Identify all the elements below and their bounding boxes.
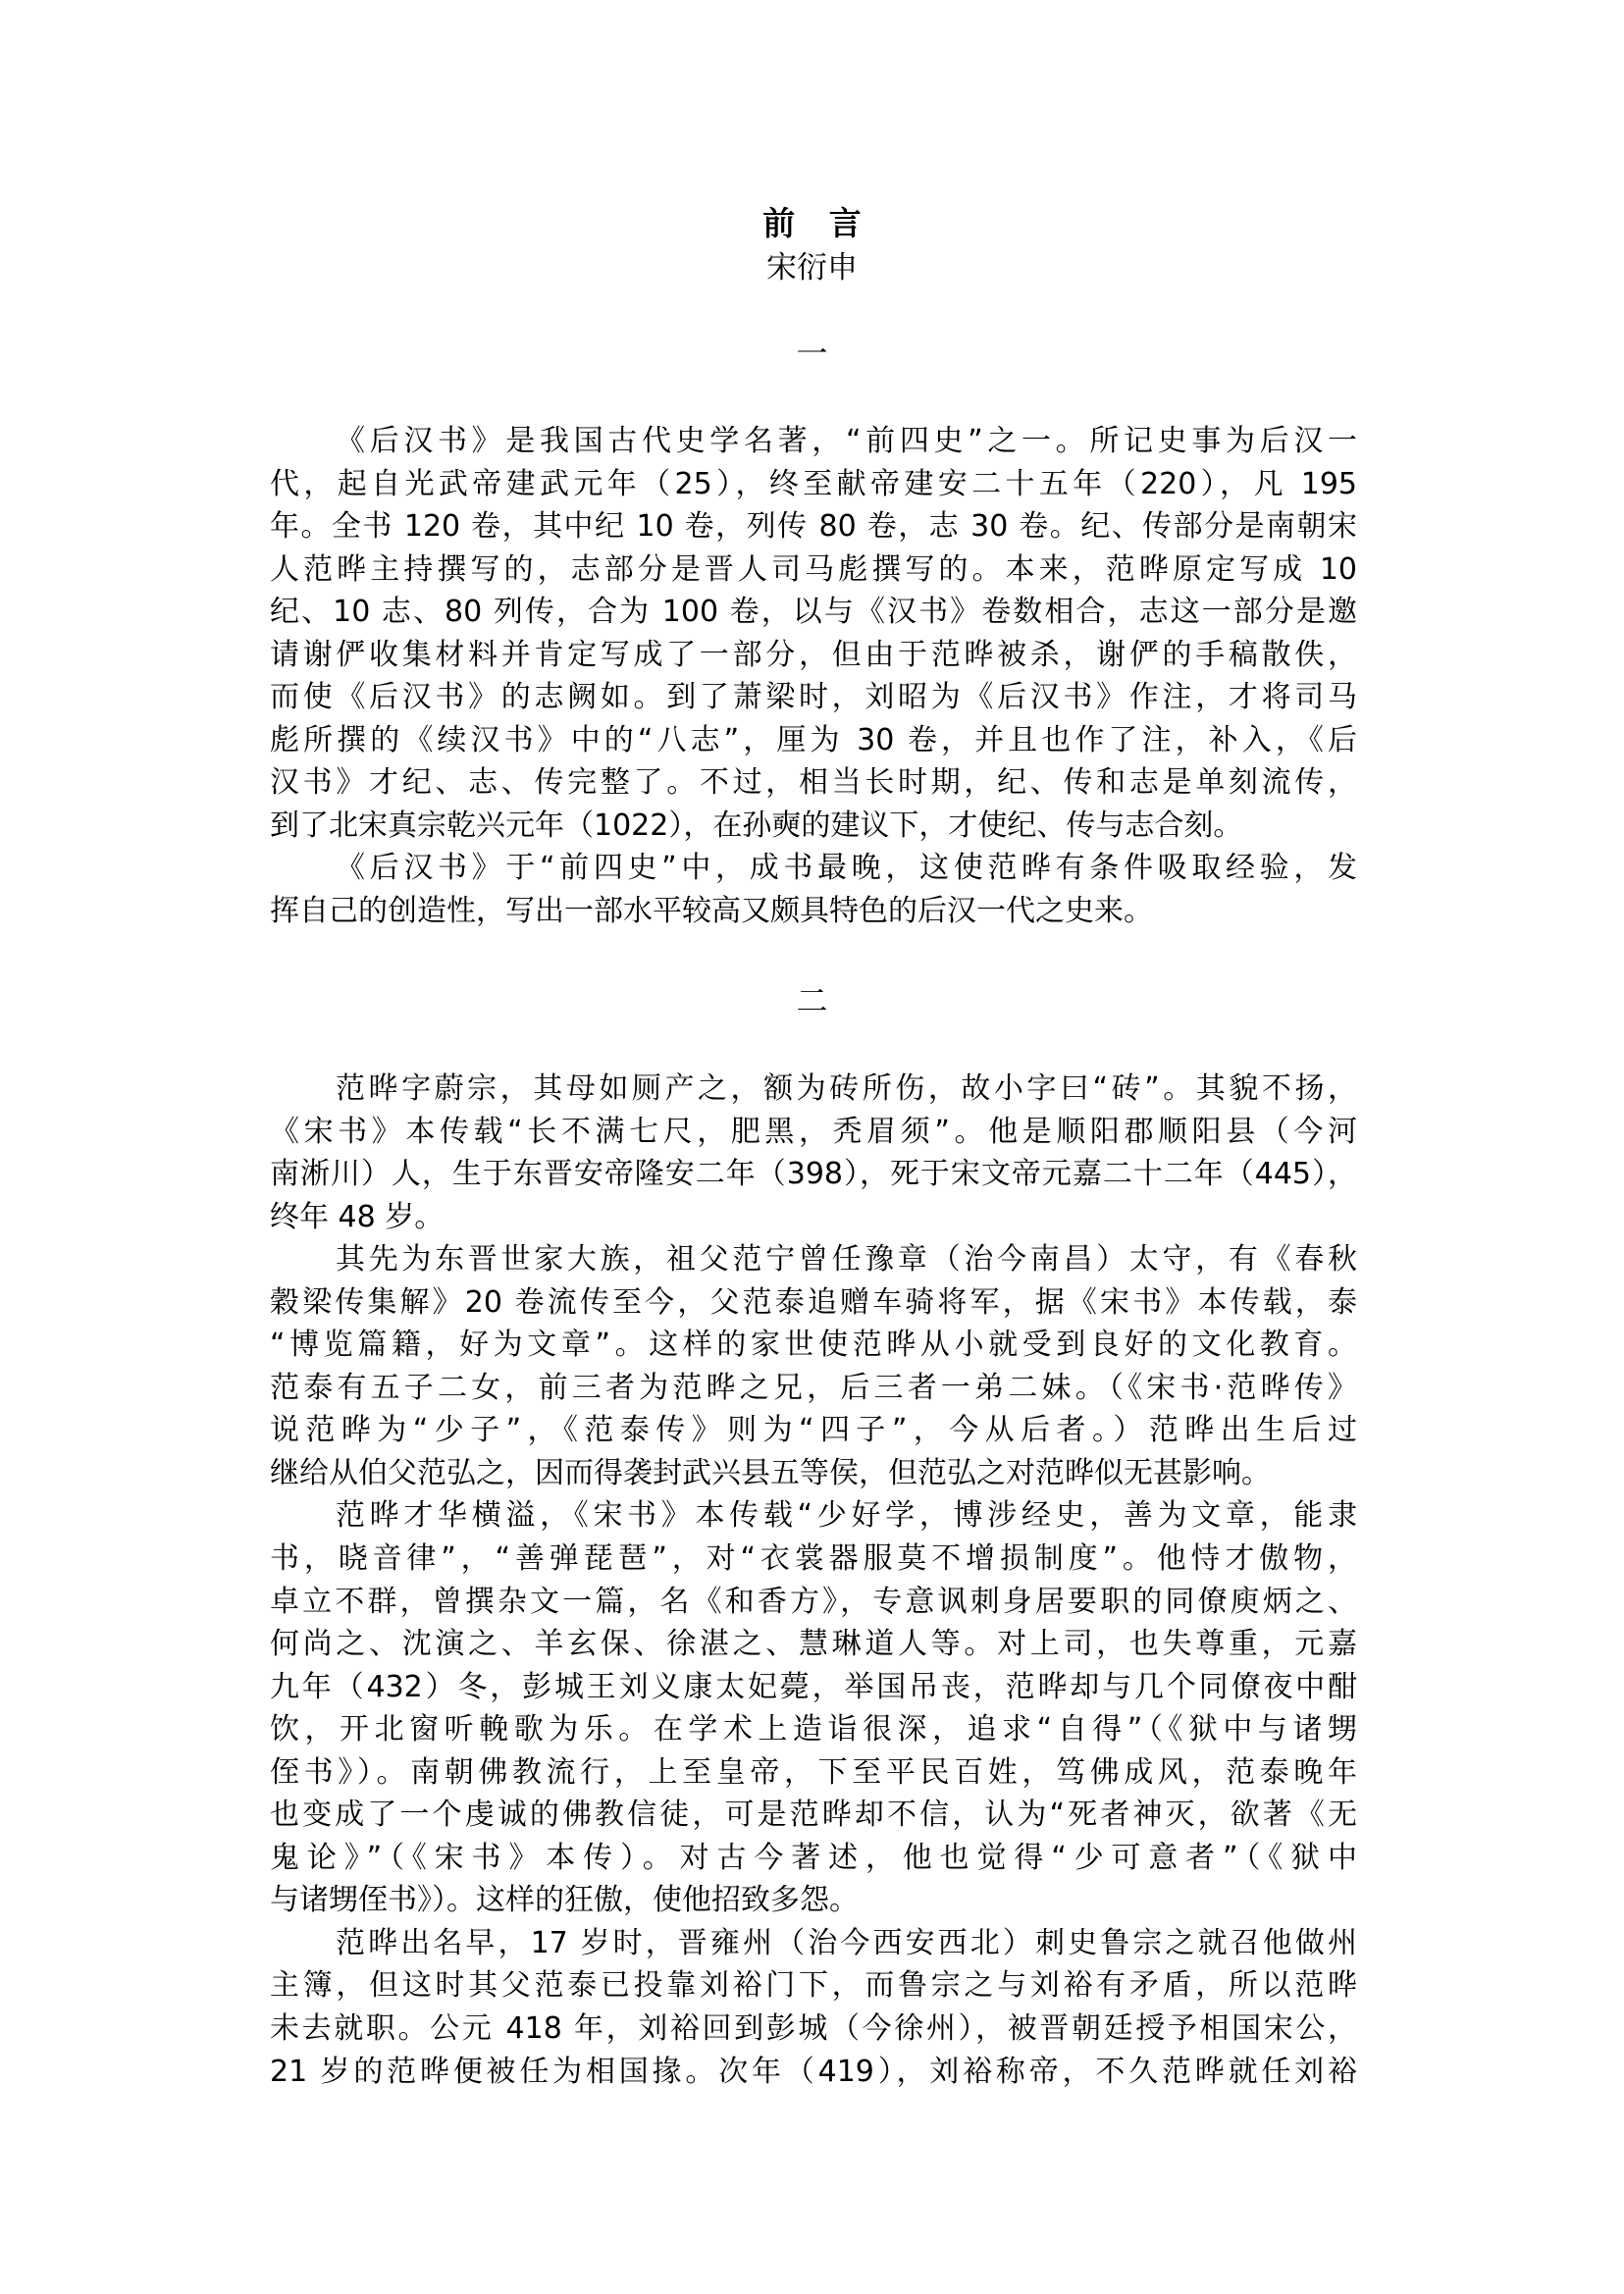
text-line: “博览篇籍，好为文章”。这样的家世使范晔从小就受到良好的文化教育。	[270, 1328, 1357, 1363]
text-line: 卓立不群，曾撰杂文一篇，名《和香方》，专意讽刺身居要职的同僚庾炳之、	[270, 1584, 1357, 1619]
section-body-2	[270, 1068, 1357, 2093]
text-line: 纪、10 志、80 列传，合为 100 卷，以与《汉书》卷数相合，志这一部分是邀	[270, 595, 1357, 630]
text-line: 人范晔主持撰写的，志部分是晋人司马彪撰写的。本来，范晔原定写成 10	[270, 551, 1357, 587]
text-line: 穀梁传集解》20 卷流传至今，父范泰追赠车骑将军，据《宋书》本传载，泰	[270, 1284, 1357, 1320]
paragraph	[270, 1922, 1357, 2093]
text-line: 侄书》）。南朝佛教流行，上至皇帝，下至平民百姓，笃佛成风，范泰晚年	[270, 1754, 1357, 1790]
text-line: 汉书》才纪、志、传完整了。不过，相当长时期，纪、传和志是单刻流传，	[270, 765, 1357, 801]
paragraph	[270, 1494, 1357, 1921]
paragraph	[270, 1238, 1357, 1494]
text-line: 何尚之、沈演之、羊玄保、徐湛之、慧琳道人等。对上司，也失尊重，元嘉	[270, 1627, 1357, 1662]
text-line: 鬼论》”（《宋书》本传）。对古今著述，他也觉得“少可意者”（《狱中	[270, 1840, 1357, 1875]
text-line: 21 岁的范晔便被任为相国掾。次年（419），刘裕称帝，不久范晔就任刘裕	[270, 2054, 1357, 2089]
text-line: 到了北宋真宗乾兴元年（1022），在孙奭的建议下，才使纪、传与志合刻。	[270, 808, 1243, 843]
text-line: 继给从伯父范弘之，因而得袭封武兴县五等侯，但范弘之对范晔似无甚影响。	[270, 1455, 1271, 1490]
text-line: 南淅川）人，生于东晋安帝隆安二年（398），死于宋文帝元嘉二十二年（445），	[270, 1157, 1357, 1192]
author-name: 宋衍申	[766, 250, 858, 286]
text-line: 范晔字蔚宗，其母如厕产之，额为砖所伤，故小字曰“砖”。其貌不扬，	[336, 1071, 1357, 1106]
paragraph	[270, 1068, 1357, 1238]
text-line: 范晔出名早，17 岁时，晋雍州（治今西安西北）刺史鲁宗之就召他做州	[336, 1925, 1357, 1960]
text-line: 彪所撰的《续汉书》中的“八志”，厘为 30 卷，并且也作了注，补入，《后	[270, 722, 1357, 757]
text-line: 挥自己的创造性，写出一部水平较高又颇具特色的后汉一代之史来。	[270, 894, 1153, 929]
text-line: 与诸甥侄书》）。这样的狂傲，使他招致多怨。	[270, 1883, 859, 1918]
section-heading-1: 一	[796, 335, 828, 372]
text-line: 范泰有五子二女，前三者为范晔之兄，后三者一弟二妹。（《宋书·范晔传》	[270, 1370, 1357, 1405]
paragraph	[270, 847, 1357, 932]
text-line: 而使《后汉书》的志阙如。到了萧梁时，刘昭为《后汉书》作注，才将司马	[270, 680, 1357, 715]
text-line: 书，晓音律”，“善弹琵琶”，对“衣裳器服莫不增损制度”。他恃才傲物，	[270, 1541, 1357, 1577]
text-line: 《后汉书》于“前四史”中，成书最晚，这使范晔有条件吸取经验，发	[336, 851, 1357, 886]
text-line: 《宋书》本传载“长不满七尺，肥黑，秃眉须”。他是顺阳郡顺阳县（今河	[270, 1114, 1357, 1149]
page-title: 前 言	[762, 204, 862, 242]
text-line: 未去就职。公元 418 年，刘裕回到彭城（今徐州），被晋朝廷授予相国宋公，	[270, 2011, 1357, 2047]
text-line: 《后汉书》是我国古代史学名著，“前四史”之一。所记史事为后汉一	[336, 424, 1357, 458]
text-line: 范晔才华横溢，《宋书》本传载“少好学，博涉经史，善为文章，能隶	[336, 1498, 1357, 1534]
text-line: 请谢俨收集材料并肯定写成了一部分，但由于范晔被杀，谢俨的手稿散佚，	[270, 637, 1357, 672]
text-line: 终年 48 岁。	[270, 1199, 445, 1234]
text-line: 也变成了一个虔诚的佛教信徒，可是范晔却不信，认为“死者神灭，欲著《无	[270, 1798, 1357, 1833]
section-heading-2: 二	[796, 982, 828, 1019]
text-line: 其先为东晋世家大族，祖父范宁曾任豫章（治今南昌）太守，有《春秋	[336, 1242, 1357, 1277]
text-line: 说范晔为“少子”，《范泰传》则为“四子”，今从后者。）范晔出生后过	[270, 1413, 1357, 1448]
text-line: 年。全书 120 卷，其中纪 10 卷，列传 80 卷，志 30 卷。纪、传部分是南朝宋	[270, 509, 1357, 545]
paragraph	[270, 420, 1357, 847]
text-line: 饮，开北窗听輓歌为乐。在学术上造诣很深，追求“自得”（《狱中与诸甥	[270, 1712, 1357, 1747]
section-body-1	[270, 420, 1357, 933]
text-line: 代，起自光武帝建武元年（25），终至献帝建安二十五年（220），凡 195	[270, 466, 1357, 501]
text-line: 主簿，但这时其父范泰已投靠刘裕门下，而鲁宗之与刘裕有矛盾，所以范晔	[270, 1968, 1357, 2004]
text-line: 九年（432）冬，彭城王刘义康太妃薨，举国吊丧，范晔却与几个同僚夜中酣	[270, 1669, 1357, 1704]
